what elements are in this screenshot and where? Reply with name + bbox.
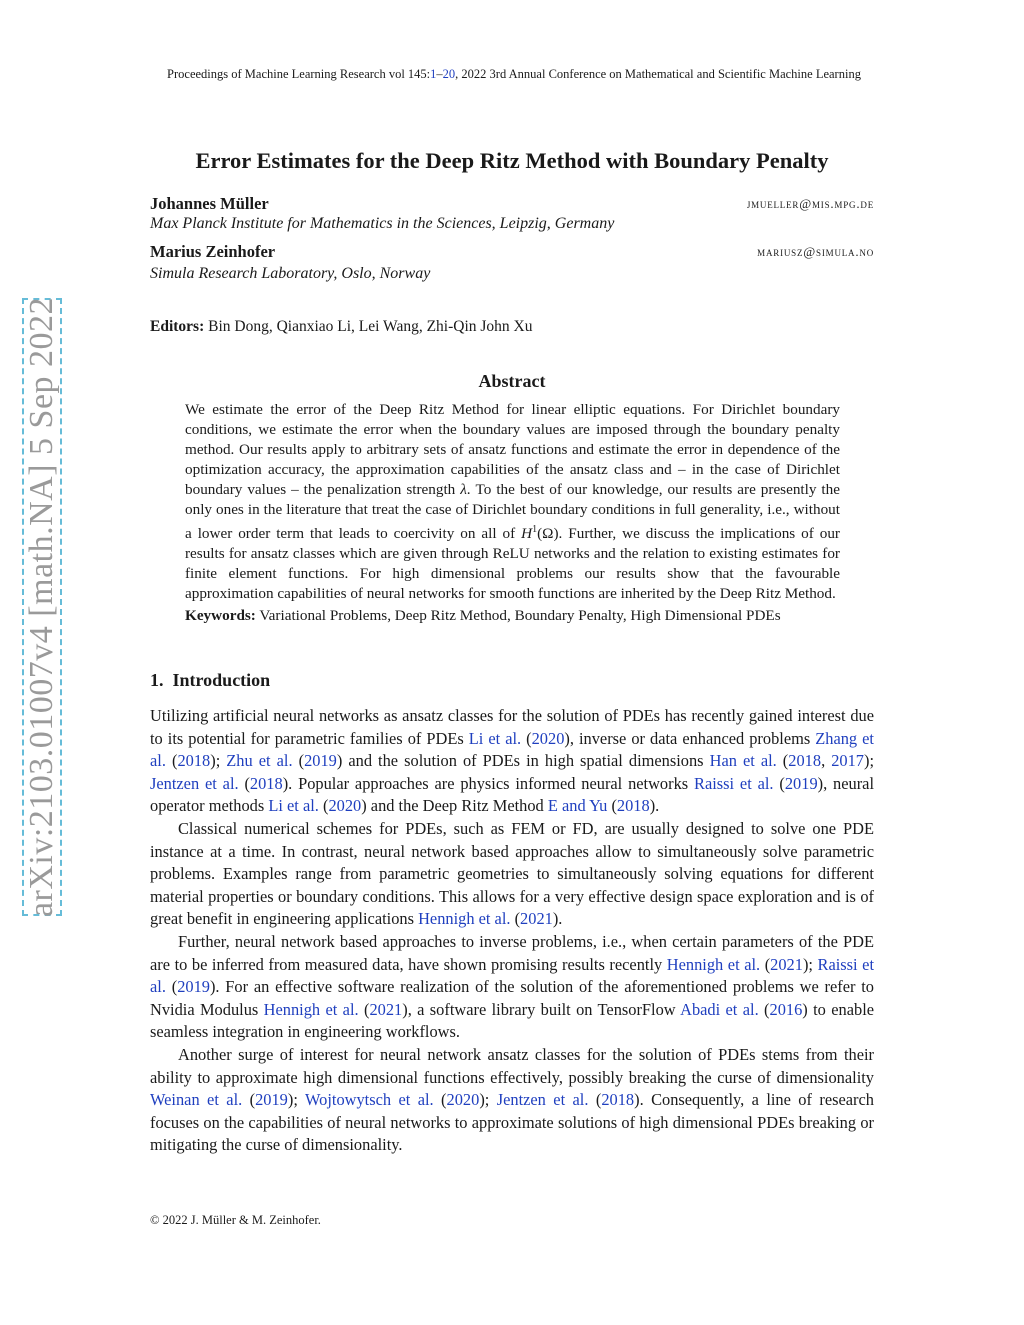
- page-end-link[interactable]: 20: [442, 67, 456, 81]
- citation-link[interactable]: Li et al.: [268, 796, 319, 816]
- citation-year-link[interactable]: 2018: [177, 751, 211, 771]
- editors-line: Editors: Bin Dong, Qianxiao Li, Lei Wang, Zhi-Qin John Xu: [150, 318, 533, 335]
- citation-year-link[interactable]: 2019: [784, 773, 818, 793]
- paper-title: Error Estimates for the Deep Ritz Method with Boundary Penalty: [195, 148, 829, 173]
- paragraph-4: Another surge of interest for neural network ansatz classes for the solution of PDEs stems from their ability to approximate high dimensional functions effectively, possibly breaking the curse of dimensionality Weinan et al. (2019); Wojtowytsch et al. (2020); Jentzen et al. (2018). Consequently, a line of research focuses on the capabilities of neural networks to approximate solutions of high dimensional PDEs breaking or mitigating the curse of dimensionality.: [150, 1044, 874, 1155]
- author-1: [150, 194, 874, 216]
- citation-year-link[interactable]: 2021: [520, 909, 553, 929]
- introduction-body: [150, 705, 874, 1157]
- citation-link[interactable]: Raissi et al.: [694, 773, 774, 793]
- citation-year-link[interactable]: 2021: [770, 954, 803, 974]
- running-head: Proceedings of Machine Learning Research vol 145:1–20, 2022 3rd Annual Conference on Mathematical and Scientific Machine Learning: [167, 67, 861, 81]
- citation-link[interactable]: Zhu et al.: [226, 751, 293, 771]
- citation-year-link[interactable]: 2019: [177, 977, 210, 997]
- paragraph-3: Further, neural network based approaches to inverse problems, i.e., when certain parameters of the PDE are to be inferred from measured data, have shown promising results recently Hennigh et al. (2021); Raissi et al. (2019). For an effective software realization of the solution of the aforementioned problems we refer to Nvidia Modulus Hennigh et al. (2021), a software library built on TensorFlow Abadi et al. (2016) to enable seamless integration in engineering workflows.: [150, 931, 875, 1042]
- citation-link[interactable]: Abadi et al.: [680, 999, 759, 1019]
- section-heading: 1. Introduction: [150, 670, 271, 690]
- citation-link[interactable]: Wojtowytsch et al.: [305, 1090, 434, 1110]
- author-name: Marius Zeinhofer: [150, 242, 276, 261]
- citation-year-link[interactable]: 2018: [601, 1090, 635, 1110]
- citation-link[interactable]: Raissi et al.: [150, 954, 875, 997]
- citation-year-link[interactable]: 2019: [255, 1090, 288, 1110]
- citation-year-link[interactable]: 2018: [788, 751, 822, 771]
- author-name: Johannes Müller: [150, 194, 269, 213]
- arxiv-stamp-text: arXiv:2103.01007v4 [math.NA] 5 Sep 2022: [23, 296, 60, 918]
- citation-year-link[interactable]: 2020: [328, 796, 362, 816]
- citation-link[interactable]: Han et al.: [709, 751, 777, 771]
- citation-year-link[interactable]: 2021: [369, 999, 403, 1019]
- author-affiliation: Simula Research Laboratory, Oslo, Norway: [150, 265, 431, 282]
- paragraph-2: Classical numerical schemes for PDEs, such as FEM or FD, are usually designed to solve one PDE instance at a time. In contrast, neural network based approaches allow to simultaneously solve parametric problems. Examples range from parametric geometries to simultaneously solving equations for different material properties or boundary conditions. This allows for a very effective design space exploration and is of great benefit in engineering applications Hennigh et al. (2021).: [150, 818, 874, 929]
- abstract-text: We estimate the error of the Deep Ritz Method for linear elliptic equations. For Dirichlet boundary conditions, we estimate the error when the boundary values are imposed through the boundary penalty method. Our results apply to arbitrary sets of ansatz functions and estimate the error in dependence of the optimization accuracy, the approximation capabilities of the ansatz class and – in the case of Dirichlet boundary values – the penalization strength λ. To the best of our knowledge, our results are presently the only ones in the literature that treat the case of Dirichlet boundary conditions in full generality, i.e., without a lower order term that leads to coercivity on all of $H^1(\Omega)$. Further, we discuss the implications of our results for ansatz classes which are given through ReLU networks and the relation to existing estimates for finite element functions. For high dimensional problems our results show that the favourable approximation capabilities of neural networks for smooth functions are inherited by the Deep Ritz Method.: [185, 401, 840, 603]
- citation-year-link[interactable]: 2020: [446, 1090, 480, 1110]
- abstract-body: [185, 400, 840, 626]
- citation-link[interactable]: Hennigh et al.: [418, 909, 511, 929]
- author-2: [150, 242, 874, 264]
- citation-year-link[interactable]: 2016: [769, 999, 803, 1019]
- arxiv-stamp[interactable]: [22, 298, 62, 916]
- citation-link[interactable]: E and Yu: [547, 796, 608, 816]
- citation-year-link[interactable]: 2018: [249, 773, 283, 793]
- copyright-footer: © 2022 J. Müller & M. Zeinhofer.: [150, 1213, 321, 1227]
- citation-year-link[interactable]: 2017: [831, 751, 864, 771]
- author-email[interactable]: mariusz@simula.no: [757, 244, 874, 259]
- citation-link[interactable]: Hennigh et al.: [666, 954, 761, 974]
- citation-link[interactable]: Jentzen et al.: [150, 773, 239, 793]
- abstract-heading: Abstract: [478, 371, 546, 391]
- paragraph-1: Utilizing artificial neural networks as ansatz classes for the solution of PDEs has recently gained interest due to its potential for parametric families of PDEs Li et al. (2020), inverse or data enhanced problems Zhang et al. (2018); Zhu et al. (2019) and the solution of PDEs in high spatial dimensions Han et al. (2018, 2017); Jentzen et al. (2018). Popular approaches are physics informed neural networks Raissi et al. (2019), neural operator methods Li et al. (2020) and the Deep Ritz Method E and Yu (2018).: [150, 706, 875, 816]
- citation-link[interactable]: Li et al.: [468, 728, 522, 748]
- citation-year-link[interactable]: 2019: [304, 751, 337, 771]
- citation-link[interactable]: Weinan et al.: [150, 1090, 243, 1110]
- page-start-link[interactable]: 1: [430, 67, 437, 81]
- author-email[interactable]: jmueller@mis.mpg.de: [746, 196, 874, 211]
- citation-year-link[interactable]: 2020: [531, 728, 565, 748]
- citation-year-link[interactable]: 2018: [616, 796, 650, 816]
- keywords: Keywords: Variational Problems, Deep Ritz Method, Boundary Penalty, High Dimensional PDEs: [185, 607, 781, 625]
- author-affiliation: Max Planck Institute for Mathematics in the Sciences, Leipzig, Germany: [150, 215, 615, 232]
- citation-link[interactable]: Zhang et al.: [150, 728, 874, 771]
- citation-link[interactable]: Jentzen et al.: [496, 1090, 589, 1110]
- citation-link[interactable]: Hennigh et al.: [263, 999, 359, 1019]
